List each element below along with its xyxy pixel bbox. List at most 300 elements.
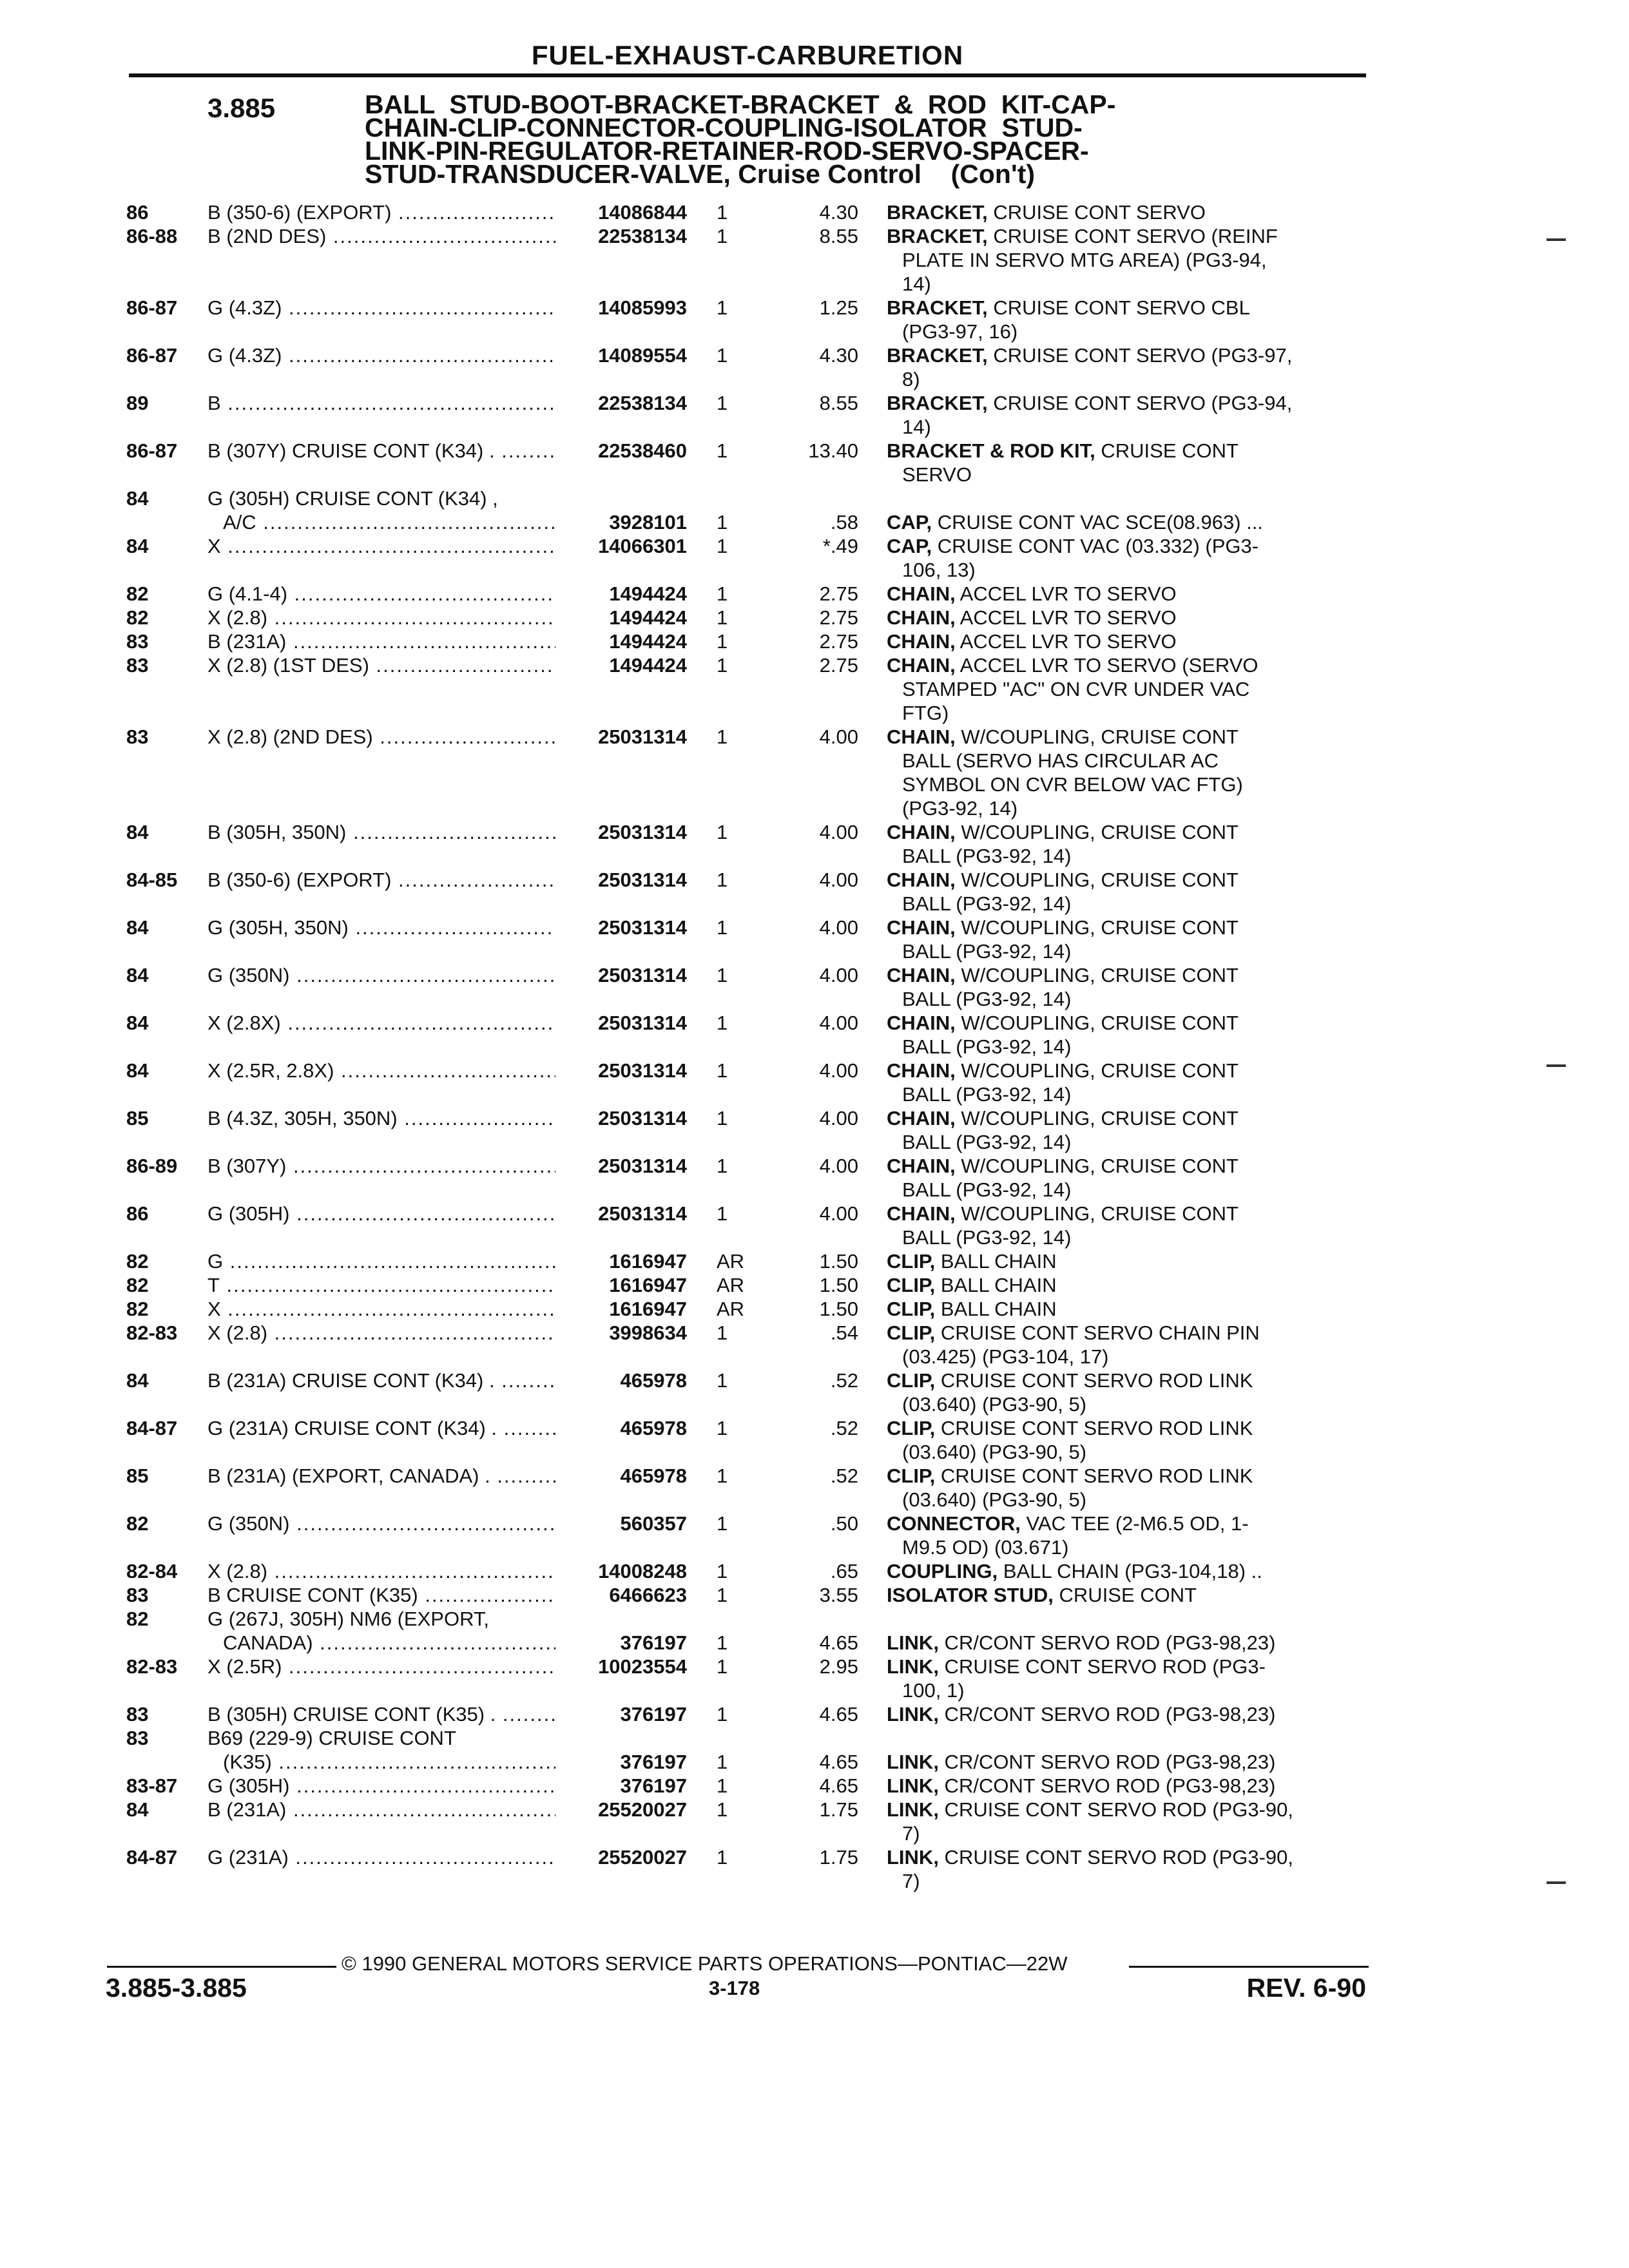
row-year: 82 [126,1250,149,1273]
row-quantity: 1 [717,392,728,414]
row-description [887,1274,1364,1298]
row-part-number: 25031314 [558,916,687,939]
row-description [887,606,1364,630]
row-quantity: 1 [717,1059,728,1082]
row-price: 4.65 [819,1774,858,1797]
row-quantity: 1 [717,1107,728,1129]
row-item-name: BRACKET, [887,225,988,247]
row-model-line: G (231A) CRUISE CONT (K34) . ..... [207,1417,555,1441]
row-quantity: AR [717,1250,745,1273]
row-price: 13.40 [808,439,858,462]
row-description [887,1846,1364,1894]
row-part-number: 1494424 [558,630,687,653]
row-part-number: 25031314 [558,1107,687,1130]
row-quantity: 1 [717,964,728,986]
row-description [887,1774,1364,1798]
row-description [887,1012,1364,1059]
row-item-name: CLIP, [887,1298,936,1320]
row-item-detail: W/COUPLING, CRUISE CONT [955,1202,1239,1225]
row-quantity: 1 [717,726,728,748]
row-part-number: 376197 [558,1774,687,1798]
row-price: 4.00 [819,964,858,986]
row-quantity: AR [717,1274,745,1296]
row-year: 86-87 [126,344,178,367]
row-item-name: LINK, [887,1703,939,1725]
row-quantity: 1 [717,916,728,939]
row-model-line: B ..... [207,392,555,416]
row-item-name: CHAIN, [887,1059,956,1082]
row-year: 89 [126,392,149,414]
row-price: 2.75 [819,582,858,605]
row-part-number: 22538134 [558,225,687,248]
row-quantity: 1 [717,296,728,319]
section-title-line: CHAIN-CLIP-CONNECTOR-COUPLING-ISOLATOR STUD- [365,113,1083,142]
row-year: 84 [126,1012,149,1034]
row-description-line [887,869,1364,892]
row-description-line: 7) [902,1822,920,1845]
row-item-detail: CRUISE CONT VAC SCE(08.963) ... [932,511,1264,533]
row-description-line: SERVO [902,463,972,486]
row-description-line [887,964,1364,988]
row-description [887,225,1364,296]
row-item-name: CHAIN, [887,821,956,843]
row-price: 4.00 [819,1155,858,1177]
row-description-line [887,916,1364,940]
row-description-line [887,535,1364,559]
row-price: 4.00 [819,1012,858,1034]
row-quantity: 1 [717,1584,728,1606]
row-part-number: 25031314 [558,1059,687,1082]
row-item-name: CLIP, [887,1274,936,1296]
row-part-number: 14008248 [558,1560,687,1583]
row-price: 4.00 [819,1202,858,1225]
row-year: 84 [126,1059,149,1082]
row-model-line: G (350N) ..... [207,964,555,988]
row-year: 84-87 [126,1417,178,1439]
row-item-detail: CRUISE CONT SERVO CHAIN PIN [935,1321,1260,1344]
row-description [887,916,1364,964]
row-model-line: B (305H, 350N) ..... [207,821,555,845]
row-part-number: 25520027 [558,1846,687,1869]
row-description-line [887,1560,1364,1584]
row-part-number: 376197 [558,1703,687,1726]
row-part-number: 25031314 [558,821,687,844]
row-item-detail: ACCEL LVR TO SERVO [955,630,1177,653]
row-part-number: 376197 [558,1751,687,1774]
row-description [887,1584,1364,1608]
row-model [207,1155,555,1178]
row-item-name: CHAIN, [887,964,956,986]
row-quantity: 1 [717,654,728,677]
row-model [207,1274,555,1298]
row-part-number: 25031314 [558,869,687,892]
row-part-number: 14085993 [558,296,687,320]
row-model-line: B (350-6) (EXPORT) ..... [207,201,555,225]
row-item-detail: W/COUPLING, CRUISE CONT [955,726,1239,748]
row-year: 82 [126,1298,149,1320]
row-quantity: 1 [717,1631,728,1654]
row-part-number: 14086844 [558,201,687,224]
footer-copyright: © 1990 GENERAL MOTORS SERVICE PARTS OPERATIONS—PONTIAC—22W [342,1952,1068,1975]
row-model-line: B (305H) CRUISE CONT (K35) . ..... [207,1703,555,1727]
row-description [887,1703,1364,1727]
row-description [887,1560,1364,1584]
row-year: 83 [126,1584,149,1606]
row-description-line [887,392,1364,416]
row-item-name: LINK, [887,1774,939,1797]
row-description [887,296,1364,344]
row-item-detail: BALL CHAIN [935,1298,1057,1320]
row-model-line: T ..... [207,1274,555,1298]
row-description-line [887,1798,1364,1822]
row-description [887,1608,1364,1655]
row-part-number: 1616947 [558,1298,687,1321]
row-description-line: BALL (SERVO HAS CIRCULAR AC [902,749,1219,772]
row-price: .52 [830,1465,858,1487]
row-model-line: X (2.8) (1ST DES) ..... [207,654,555,678]
row-model [207,726,555,749]
row-description-line [887,1107,1364,1131]
row-item-name: LINK, [887,1798,939,1821]
row-item-name: CHAIN, [887,582,956,605]
row-description-line: 8) [902,368,920,390]
row-model [207,1059,555,1083]
row-item-name: CHAIN, [887,726,956,748]
row-description-line [887,1655,1364,1679]
row-quantity: 1 [717,1774,728,1797]
row-item-detail: ACCEL LVR TO SERVO [955,606,1177,629]
row-item-name: CHAIN, [887,630,956,653]
row-item-detail: CR/CONT SERVO ROD (PG3-98,23) [938,1751,1276,1773]
row-model-line: G (305H, 350N) ..... [207,916,555,940]
row-year: 82 [126,606,149,629]
row-description-line [887,606,1364,630]
row-model-line: G (4.3Z) ..... [207,296,555,320]
row-model-line: B69 (229-9) CRUISE CONT [207,1727,456,1749]
row-description-line [887,1584,1364,1608]
row-description [887,582,1364,606]
row-model [207,1417,555,1441]
row-year: 86-89 [126,1155,178,1177]
row-model [207,439,555,463]
row-part-number: 10023554 [558,1655,687,1678]
row-year: 85 [126,1465,149,1487]
row-description [887,344,1364,392]
row-price: 3.55 [819,1584,858,1606]
row-item-detail: CRUISE CONT SERVO ROD LINK [935,1465,1253,1487]
row-item-detail: W/COUPLING, CRUISE CONT [955,869,1239,891]
row-quantity: 1 [717,1321,728,1344]
row-item-detail: W/COUPLING, CRUISE CONT [955,1155,1239,1177]
row-description-line: 14) [902,273,931,295]
row-description-line: BALL (PG3-92, 14) [902,1035,1072,1058]
row-price: 4.30 [819,344,858,367]
row-description-line [887,1250,1364,1274]
row-item-name: CAP, [887,511,932,533]
row-description-line: (PG3-92, 14) [902,797,1018,820]
row-model [207,1774,555,1798]
row-quantity: 1 [717,1202,728,1225]
row-description-line: BALL (PG3-92, 14) [902,988,1072,1010]
section-number: 3.885 [207,93,276,123]
margin-mark [1547,1881,1566,1884]
row-model-line: B (231A) CRUISE CONT (K34) . ..... [207,1369,555,1393]
row-item-detail: W/COUPLING, CRUISE CONT [955,964,1239,986]
row-model-line: B (350-6) (EXPORT) ..... [207,869,555,892]
row-quantity: 1 [717,201,728,224]
row-description [887,1155,1364,1202]
row-item-detail: CRUISE CONT SERVO ROD (PG3-90, [938,1798,1294,1821]
row-model [207,964,555,988]
row-price: 1.75 [819,1798,858,1821]
row-item-name: CONNECTOR, [887,1512,1021,1535]
row-year: 86-87 [126,439,178,462]
row-item-name: COUPLING, [887,1560,998,1582]
row-price: 2.95 [819,1655,858,1678]
row-item-name: LINK, [887,1631,939,1654]
row-item-name: CHAIN, [887,1012,956,1034]
row-part-number: 465978 [558,1465,687,1488]
row-part-number: 376197 [558,1631,687,1655]
row-description-line [887,1417,1364,1441]
row-model-line: B (307Y) CRUISE CONT (K34) . ..... [207,439,555,463]
row-part-number: 465978 [558,1369,687,1392]
row-model-line: X (2.8) ..... [207,1321,555,1345]
row-model-line: B (2ND DES) ..... [207,225,555,249]
section-title [365,90,1370,189]
row-model-line: X (2.5R, 2.8X) ..... [207,1059,555,1083]
page-header-title: FUEL-EXHAUST-CARBURETION [531,40,964,70]
row-description-line [887,1298,1364,1321]
row-price: .58 [830,511,858,533]
row-price: .52 [830,1417,858,1439]
section-title-line: LINK-PIN-REGULATOR-RETAINER-ROD-SERVO-SPACER- [365,136,1089,166]
row-quantity: 1 [717,1369,728,1392]
row-year: 84 [126,916,149,939]
row-model [207,821,555,845]
row-quantity: 1 [717,1655,728,1678]
row-model-line: G (4.1-4) ..... [207,582,555,606]
row-item-detail: CRUISE CONT SERVO ROD (PG3-90, [938,1846,1294,1869]
row-item-detail: CR/CONT SERVO ROD (PG3-98,23) [938,1703,1276,1725]
row-description [887,1512,1364,1560]
row-year: 84 [126,964,149,986]
row-part-number: 560357 [558,1512,687,1535]
row-description-line: 100, 1) [902,1679,965,1702]
row-description-line [887,1727,1364,1751]
row-item-name: CHAIN, [887,869,956,891]
row-part-number: 1616947 [558,1274,687,1297]
section-title-line: STUD-TRANSDUCER-VALVE, Cruise Control (Con't) [365,159,1036,189]
row-price: 2.75 [819,606,858,629]
row-item-name: BRACKET & ROD KIT, [887,439,1095,462]
row-description-line: 14) [902,416,931,438]
row-year: 84-85 [126,869,178,891]
row-item-name: LINK, [887,1655,939,1678]
row-description-line: BALL (PG3-92, 14) [902,845,1072,867]
row-year: 84-87 [126,1846,178,1869]
row-item-detail: CRUISE CONT SERVO (PG3-97, [987,344,1293,367]
row-price: 8.55 [819,392,858,414]
row-model [207,1012,555,1035]
footer-section-range: 3.885-3.885 [106,1973,247,2003]
row-quantity: 1 [717,1560,728,1582]
row-description-line [887,1631,1364,1655]
row-item-name: BRACKET, [887,344,988,367]
row-model-line: G (305H) CRUISE CONT (K34) , [207,487,498,510]
row-year: 82-84 [126,1560,178,1582]
row-item-detail: CR/CONT SERVO ROD (PG3-98,23) [938,1774,1276,1797]
row-model [207,916,555,940]
row-item-name: CHAIN, [887,1107,956,1129]
row-item-detail: CRUISE CONT VAC (03.332) (PG3- [932,535,1259,557]
row-year: 83 [126,630,149,653]
row-description-line: (03.640) (PG3-90, 5) [902,1393,1087,1416]
row-part-number: 22538134 [558,392,687,415]
row-description [887,487,1364,535]
row-quantity: AR [717,1298,745,1320]
row-price: 2.75 [819,630,858,653]
row-description-line [887,1012,1364,1035]
row-part-number: 25031314 [558,1155,687,1178]
row-model [207,606,555,630]
row-model-line: G (267J, 305H) NM6 (EXPORT, [207,1608,490,1630]
row-description [887,1250,1364,1274]
row-year: 82 [126,1274,149,1296]
row-item-name: CHAIN, [887,654,956,677]
row-model [207,392,555,416]
row-part-number: 1494424 [558,606,687,629]
row-description [887,1369,1364,1417]
row-item-detail: CRUISE CONT SERVO ROD LINK [935,1417,1253,1439]
row-model [207,1321,555,1345]
row-item-name: LINK, [887,1751,939,1773]
row-description-line [887,1846,1364,1870]
row-description-line [887,1751,1364,1774]
row-model [207,654,555,678]
row-description-line [887,654,1364,678]
row-year: 84 [126,1369,149,1392]
row-description-line [887,1059,1364,1083]
row-model-line: X (2.8X) ..... [207,1012,555,1035]
row-year: 82 [126,1512,149,1535]
row-description [887,1727,1364,1774]
row-year: 83-87 [126,1774,178,1797]
row-model [207,1512,555,1536]
row-description-line [887,582,1364,606]
row-quantity: 1 [717,1155,728,1177]
row-model-line: B (307Y) ..... [207,1155,555,1178]
row-item-detail: CRUISE CONT SERVO ROD (PG3- [938,1655,1266,1678]
row-description-line [887,1274,1364,1298]
row-description-line [887,1369,1364,1393]
row-model-line: X (2.5R) ..... [207,1655,555,1679]
row-model [207,1727,555,1774]
row-description [887,1059,1364,1107]
row-part-number: 14089554 [558,344,687,367]
row-price: .50 [830,1512,858,1535]
row-quantity: 1 [717,1417,728,1439]
row-quantity: 1 [717,439,728,462]
row-item-detail: CRUISE CONT SERVO ROD LINK [935,1369,1253,1392]
row-model-line: G (4.3Z) ..... [207,344,555,368]
row-description-line [887,1321,1364,1345]
row-model-line: G (350N) ..... [207,1512,555,1536]
footer-page-number: 3-178 [709,1977,760,1999]
row-year: 86-88 [126,225,178,247]
row-item-detail: BALL CHAIN [935,1274,1057,1296]
row-description-line [887,487,1364,511]
row-quantity: 1 [717,1465,728,1487]
row-description-line [887,630,1364,654]
row-description-line [887,344,1364,368]
row-quantity: 1 [717,344,728,367]
row-model-line: B CRUISE CONT (K35) ..... [207,1584,555,1608]
row-description-line [887,1155,1364,1178]
row-model [207,344,555,368]
row-description [887,1417,1364,1465]
row-model [207,1465,555,1488]
row-description-line: BALL (PG3-92, 14) [902,1178,1072,1201]
header-rule [129,73,1366,77]
row-price: 1.50 [819,1250,858,1273]
row-part-number: 22538460 [558,439,687,463]
row-description [887,392,1364,439]
row-description-line: (03.425) (PG3-104, 17) [902,1345,1109,1368]
row-part-number: 1616947 [558,1250,687,1273]
row-model [207,1298,555,1321]
footer-rule-left [107,1966,336,1968]
row-description-line [887,296,1364,320]
row-model [207,1369,555,1393]
row-year: 83 [126,654,149,677]
row-description-line: PLATE IN SERVO MTG AREA) (PG3-94, [902,249,1267,271]
row-item-detail: CR/CONT SERVO ROD (PG3-98,23) [938,1631,1276,1654]
row-part-number: 25031314 [558,1012,687,1035]
row-description-line [887,225,1364,249]
row-model-line: B (231A) ..... [207,1798,555,1822]
row-description [887,1655,1364,1703]
row-item-detail: W/COUPLING, CRUISE CONT [955,1012,1239,1034]
row-description [887,1321,1364,1369]
row-description-line: M9.5 OD) (03.671) [902,1536,1069,1559]
row-year: 83 [126,1727,149,1749]
row-item-detail: CRUISE CONT SERVO CBL [987,296,1250,319]
row-model [207,1202,555,1226]
row-quantity: 1 [717,1751,728,1773]
row-price: 4.00 [819,821,858,843]
row-model [207,225,555,249]
row-quantity: 1 [717,1012,728,1034]
section-title-line: BALL STUD-BOOT-BRACKET-BRACKET & ROD KIT-CAP- [365,90,1116,119]
row-model-line: G (305H) ..... [207,1202,555,1226]
row-description-line: BALL (PG3-92, 14) [902,1083,1072,1106]
row-item-name: CAP, [887,535,932,557]
row-part-number: 465978 [558,1417,687,1440]
row-price: 4.65 [819,1703,858,1725]
row-price: 1.75 [819,1846,858,1869]
row-model-line: X (2.8) ..... [207,606,555,630]
row-part-number: 1494424 [558,582,687,606]
row-description-line [887,1774,1364,1798]
row-description-line: SYMBOL ON CVR BELOW VAC FTG) [902,773,1243,796]
row-description-line: BALL (PG3-92, 14) [902,1226,1072,1249]
row-model [207,535,555,559]
row-part-number: 3928101 [558,511,687,534]
row-price: 4.00 [819,1107,858,1129]
row-price: 4.65 [819,1631,858,1654]
row-description-line [887,821,1364,845]
